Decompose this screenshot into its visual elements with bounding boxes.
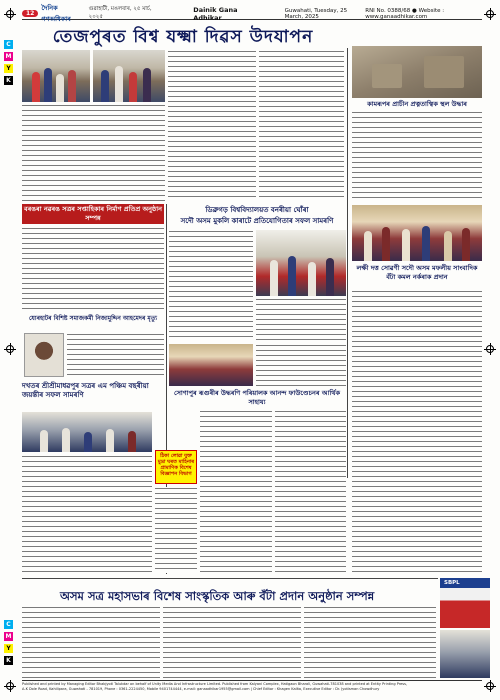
- award-ceremony-photo: [352, 205, 482, 261]
- cmyk-mark: M: [5, 633, 12, 640]
- registration-mark-icon: [486, 682, 494, 690]
- bottom-event-photo: [440, 630, 490, 678]
- dibrugarh-story-text: [256, 298, 346, 340]
- satra-story-text: [22, 455, 152, 573]
- sbpl-ad: [440, 578, 490, 628]
- classified-ad-box: ঠিকা লোৱা যুক্ত মুদ্ৰা ঘৰত মাহিনাৰ প্ৰামাণিক বিশেষ বিজ্ঞাপন বিভাগ: [155, 450, 197, 484]
- lead-story-text: [168, 50, 256, 200]
- cmyk-mark: Y: [4, 64, 13, 73]
- date-english: Guwahati, Tuesday, 25 March, 2025: [284, 7, 348, 20]
- satra-event-photo: [22, 412, 152, 452]
- page-number-badge: 12: [22, 10, 38, 17]
- bottom-story-text: [163, 606, 301, 678]
- dibrugarh-story-text: [169, 230, 253, 340]
- bottom-story-text: [22, 606, 160, 678]
- lead-headline: তেজপুৰত বিশ্ব যক্ষ্মা দিৱস উদযাপন: [52, 27, 314, 47]
- lead-photo-right: [93, 50, 165, 102]
- karate-event-photo: [256, 230, 346, 296]
- bottom-story-text: [304, 606, 436, 678]
- sonapur-story-text: [275, 410, 346, 573]
- satra-headline: দখতৰ শ্ৰীশ্ৰীমাধৱপুৰ সত্ৰৰ এম পঞ্চিম বছৰীয়া জয়ন্তীৰ সফল সামৰণি: [22, 382, 149, 399]
- dibrugarh-kicker: ডিব্ৰুগড় বিশ্ববিদ্যালয়ত বনৰীয়া ঘোঁৰা: [205, 206, 309, 214]
- lakhi-headline: লক্ষী দত্ত সোৱণী সদৌ অসম মফলীয় সাংবাদিক বঁটা কমল নৰ্কৰাক প্ৰদান: [356, 264, 478, 281]
- lead-photo-left: [22, 50, 90, 102]
- rni-website: RNI No. 0388/68 ● Website : www.ganaadhikar.com: [365, 7, 445, 20]
- borongora-story-text: [22, 227, 164, 311]
- cmyk-mark: Y: [4, 644, 13, 653]
- masthead-english: Dainik Gana Adhikar: [193, 5, 238, 22]
- lead-story-text: [22, 104, 165, 202]
- registration-mark-icon: [6, 345, 14, 353]
- sonapur-caption-text: [256, 344, 346, 386]
- page-header: [22, 3, 482, 23]
- sbpl-logo: SBPL: [444, 580, 460, 586]
- bottom-headline: অসম সত্ৰ মহাসভাৰ বিশেষ সাংস্কৃতিক আৰু বঁটা প্ৰদান অনুষ্ঠান সম্পন্ন: [60, 589, 375, 603]
- imprint-line: A-K Dole Road, Kahilipara, Guwahati - 781019, Phone : 0361-2224450, Mobile 9401744444, e-mail: ganaadhikar1955@gmail.com | Chief Editor : Khagen Kalita, Executive Editor : Dr. Jyotisman Chowdhury: [22, 686, 380, 691]
- masthead-logo: দৈনিক গণঅধিকাৰ: [41, 3, 71, 23]
- cmyk-mark: M: [5, 53, 12, 60]
- sonapur-headline: সোণাপুৰ ৰূগুৰীৰ উদ্ধৰণি পৰিয়ালক আনন্দ ফাউণ্ডেচনৰ আৰ্থিক সাহায্য: [173, 389, 341, 406]
- sonapur-photo: [169, 344, 253, 386]
- dibrugarh-headline: সদৌ অসম মুকলি কাৰাটে প্ৰতিযোগিতাৰ সফল সামৰণি: [180, 217, 334, 225]
- lead-story-text: [259, 50, 344, 200]
- kamrup-headline: কামৰূপৰ প্ৰাচীন প্ৰত্নতাত্বিক স্থল উদ্ধাৰ: [367, 100, 467, 108]
- date-assamese: গুৱাহাটী, মঙলবাৰ, ২৫ মার্চ, ২০২৫: [88, 5, 152, 20]
- kamrup-story-text: [352, 111, 482, 201]
- lakhi-story-text: [352, 290, 482, 573]
- registration-mark-icon: [486, 345, 494, 353]
- cmyk-mark: K: [4, 656, 13, 665]
- kamrup-site-photo: [352, 46, 482, 98]
- center-column-text: [155, 487, 197, 573]
- registration-mark-icon: [6, 682, 14, 690]
- cmyk-mark: C: [4, 620, 13, 629]
- cmyk-mark: K: [4, 76, 13, 85]
- registration-mark-icon: [6, 10, 14, 18]
- sonapur-story-text: [200, 410, 272, 573]
- registration-mark-icon: [486, 10, 494, 18]
- obituary-portrait: [24, 333, 64, 377]
- imprint-footer: [22, 680, 482, 691]
- cmyk-mark: C: [4, 40, 13, 49]
- jorhat-headline: যোৰহাটৰ বিশিষ্ট সমাজকৰ্মী নিজামুদ্দিন আহমেদৰ মৃত্যু: [28, 315, 158, 322]
- borongora-banner-headline: বৰঙৰা নৱৰঙ সত্ৰৰ সপ্তাহিকাৰ নিৰ্মাণ প্ৰতিপ্ৰ অনুষ্ঠান সম্পন্ন: [23, 205, 162, 222]
- jorhat-story-text: [67, 333, 164, 379]
- imprint-line: Published and printed by Managing Editor Bhabjyoti Talukdar on behalf of Unity Media And Infrastructure Limited. Published from Kalyani Complex, Hatigaon Bharali, Guwahati-781038 and printed at Entity Printing Press,: [22, 682, 408, 686]
